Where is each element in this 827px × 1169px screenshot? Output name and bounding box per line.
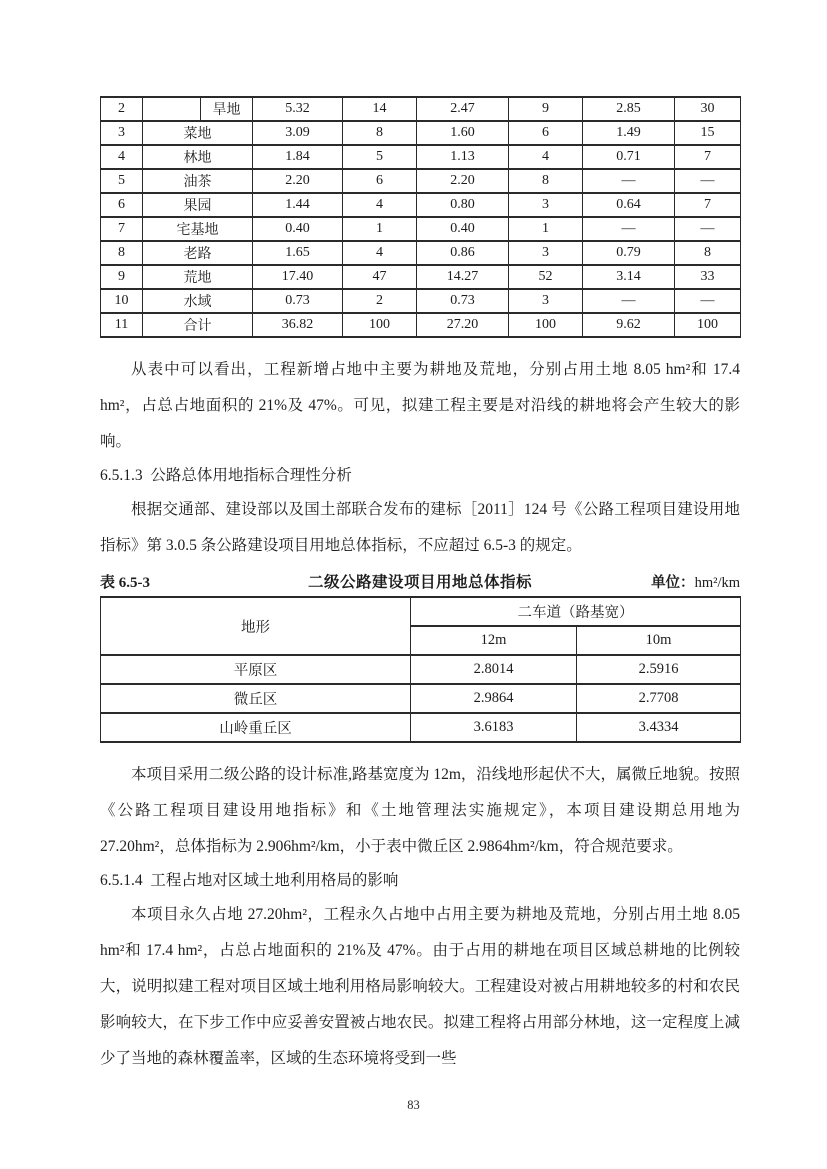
table-row bbox=[101, 121, 741, 145]
table-cell: 1.84 bbox=[253, 145, 343, 169]
table-cell: 林地 bbox=[143, 145, 253, 169]
table-cell: 1 bbox=[509, 217, 583, 241]
table-cell: 5 bbox=[101, 169, 143, 193]
table-row bbox=[101, 193, 741, 217]
section-heading-6-5-1-4: 6.5.1.4 工程占地对区域土地利用格局的影响 bbox=[100, 872, 399, 889]
table-cell: 4 bbox=[509, 145, 583, 169]
table-cell: 8 bbox=[343, 121, 417, 145]
table-cell: 菜地 bbox=[143, 121, 253, 145]
table-cell: 0.71 bbox=[583, 145, 675, 169]
table-cell: 2 bbox=[343, 289, 417, 313]
table-cell: 100 bbox=[343, 313, 417, 337]
table-cell: 3 bbox=[509, 193, 583, 217]
header-width-12m: 12m bbox=[411, 626, 577, 655]
table-cell: 2.20 bbox=[253, 169, 343, 193]
table-cell: 0.80 bbox=[417, 193, 509, 217]
table-title: 二级公路建设项目用地总体指标 bbox=[307, 574, 532, 591]
table-cell: 宅基地 bbox=[143, 217, 253, 241]
table-cell: 合计 bbox=[143, 313, 253, 337]
table-cell: 7 bbox=[675, 145, 741, 169]
table-cell: 9 bbox=[101, 265, 143, 289]
table-cell: 15 bbox=[675, 121, 741, 145]
table-unit bbox=[590, 570, 740, 596]
table-cell: 2.8014 bbox=[411, 655, 577, 684]
indicator-table bbox=[100, 596, 741, 743]
table-cell: 2.5916 bbox=[577, 655, 741, 684]
table-cell: 14.27 bbox=[417, 265, 509, 289]
table-cell: 1.44 bbox=[253, 193, 343, 217]
table-row bbox=[101, 684, 741, 713]
table-cell: 9 bbox=[509, 97, 583, 121]
table-cell: 6 bbox=[101, 193, 143, 217]
table-cell: 3 bbox=[509, 289, 583, 313]
table-cell: 2.7708 bbox=[577, 684, 741, 713]
table-cell: 7 bbox=[101, 217, 143, 241]
table-cell: 0.73 bbox=[417, 289, 509, 313]
table-number: 表 6.5-3 bbox=[100, 575, 150, 591]
table-cell: 5 bbox=[343, 145, 417, 169]
table-cell: 3.09 bbox=[253, 121, 343, 145]
table-cell: 17.40 bbox=[253, 265, 343, 289]
unit-label: 单位： bbox=[651, 575, 695, 591]
table-cell bbox=[143, 97, 201, 121]
table-cell: 7 bbox=[675, 193, 741, 217]
table-cell: 30 bbox=[675, 97, 741, 121]
table-cell: 9.62 bbox=[583, 313, 675, 337]
table-cell: 27.20 bbox=[417, 313, 509, 337]
table-cell: 2.9864 bbox=[411, 684, 577, 713]
table-cell: — bbox=[583, 289, 675, 313]
table-cell: 旱地 bbox=[201, 97, 253, 121]
table-cell: 14 bbox=[343, 97, 417, 121]
table-cell: 2.20 bbox=[417, 169, 509, 193]
table-row bbox=[101, 217, 741, 241]
table-cell: 6 bbox=[343, 169, 417, 193]
table-cell: 水域 bbox=[143, 289, 253, 313]
section-heading-6-5-1-3: 6.5.1.3 公路总体用地指标合理性分析 bbox=[100, 467, 352, 484]
table-cell: 老路 bbox=[143, 241, 253, 265]
table-cell: 100 bbox=[675, 313, 741, 337]
table-cell: 3 bbox=[101, 121, 143, 145]
table-cell: 100 bbox=[509, 313, 583, 337]
paragraph-standard-basis: 根据交通部、建设部以及国土部联合发布的建标［2011］124 号《公路工程项目建设用地指标》第 3.0.5 条公路建设项目用地总体指标，不应超过 6.5-3 的规定。 bbox=[100, 501, 740, 554]
table-cell: 油茶 bbox=[143, 169, 253, 193]
table-cell: 1 bbox=[343, 217, 417, 241]
table-cell: 微丘区 bbox=[101, 684, 411, 713]
table-row bbox=[101, 145, 741, 169]
table-row bbox=[101, 713, 741, 742]
table-cell: 47 bbox=[343, 265, 417, 289]
header-lane-group: 二车道（路基宽） bbox=[411, 597, 741, 626]
table-cell: 0.40 bbox=[253, 217, 343, 241]
table-cell: 3 bbox=[509, 241, 583, 265]
table-cell: — bbox=[583, 169, 675, 193]
table-cell: 1.60 bbox=[417, 121, 509, 145]
table-cell: 2.85 bbox=[583, 97, 675, 121]
table-cell: 2 bbox=[101, 97, 143, 121]
table-cell: 山岭重丘区 bbox=[101, 713, 411, 742]
table-cell: 5.32 bbox=[253, 97, 343, 121]
paragraph-land-summary: 从表中可以看出，工程新增占地中主要为耕地及荒地，分别占用土地 8.05 hm²和 17.4 hm²，占总占地面积的 21%及 47%。可见，拟建工程主要是对沿线的耕地将会产生较大的影响。 bbox=[100, 361, 740, 450]
table-row bbox=[101, 313, 741, 337]
table-cell: 3.6183 bbox=[411, 713, 577, 742]
table-cell: 0.64 bbox=[583, 193, 675, 217]
paragraph-design-standard: 本项目采用二级公路的设计标准,路基宽度为 12m，沿线地形起伏不大，属微丘地貌。按照《公路工程项目建设用地指标》和《土地管理法实施规定》，本项目建设期总用地为 27.20hm²，总体指标为 2.906hm²/km，小于表中微丘区 2.9864hm²/km，符合规范要求。 bbox=[100, 766, 740, 855]
table-cell: 果园 bbox=[143, 193, 253, 217]
table-row bbox=[101, 169, 741, 193]
unit-value: hm²/km bbox=[694, 575, 740, 591]
table-row bbox=[101, 265, 741, 289]
table-cell: 4 bbox=[343, 241, 417, 265]
table-cell: 6 bbox=[509, 121, 583, 145]
indicator-table-caption bbox=[100, 570, 740, 596]
table-cell: 0.79 bbox=[583, 241, 675, 265]
table-cell: 0.86 bbox=[417, 241, 509, 265]
table-row bbox=[101, 289, 741, 313]
table-cell: — bbox=[675, 169, 741, 193]
table-cell: — bbox=[675, 289, 741, 313]
table-cell: 4 bbox=[101, 145, 143, 169]
table-cell: 1.65 bbox=[253, 241, 343, 265]
land-occupation-table bbox=[100, 96, 741, 338]
table-cell: 8 bbox=[675, 241, 741, 265]
table-cell: 1.49 bbox=[583, 121, 675, 145]
table-cell: 52 bbox=[509, 265, 583, 289]
table-cell: 33 bbox=[675, 265, 741, 289]
table-cell: 3.14 bbox=[583, 265, 675, 289]
table-cell: 8 bbox=[509, 169, 583, 193]
table-cell: 0.40 bbox=[417, 217, 509, 241]
table-row bbox=[101, 655, 741, 684]
table-cell: 36.82 bbox=[253, 313, 343, 337]
table-cell: 2.47 bbox=[417, 97, 509, 121]
table-cell: — bbox=[583, 217, 675, 241]
paragraph-permanent-occupation: 本项目永久占地 27.20hm²，工程永久占地中占用主要为耕地及荒地，分别占用土地 8.05 hm²和 17.4 hm²，占总占地面积的 21%及 47%。由于占用的耕地在项目区域总耕地的比例较大，说明拟建工程对项目区域土地利用格局影响较大。工程建设对被占用耕地较多的村和农民影响较大，在下步工作中应妥善安置被占地农民。拟建工程将占用部分林地，这一定程度上减少了当地的森林覆盖率，区域的生态环境将受到一些 bbox=[100, 906, 740, 1067]
table-row bbox=[101, 97, 741, 121]
table-row bbox=[101, 597, 741, 626]
table-cell: 4 bbox=[343, 193, 417, 217]
table-cell: — bbox=[675, 217, 741, 241]
page-number: 83 bbox=[407, 1098, 420, 1112]
table-cell: 8 bbox=[101, 241, 143, 265]
table-cell: 11 bbox=[101, 313, 143, 337]
header-width-10m: 10m bbox=[577, 626, 741, 655]
table-cell: 1.13 bbox=[417, 145, 509, 169]
table-cell: 10 bbox=[101, 289, 143, 313]
table-cell: 平原区 bbox=[101, 655, 411, 684]
header-terrain: 地形 bbox=[101, 597, 411, 655]
table-row bbox=[101, 241, 741, 265]
table-cell: 0.73 bbox=[253, 289, 343, 313]
table-cell: 荒地 bbox=[143, 265, 253, 289]
table-cell: 3.4334 bbox=[577, 713, 741, 742]
